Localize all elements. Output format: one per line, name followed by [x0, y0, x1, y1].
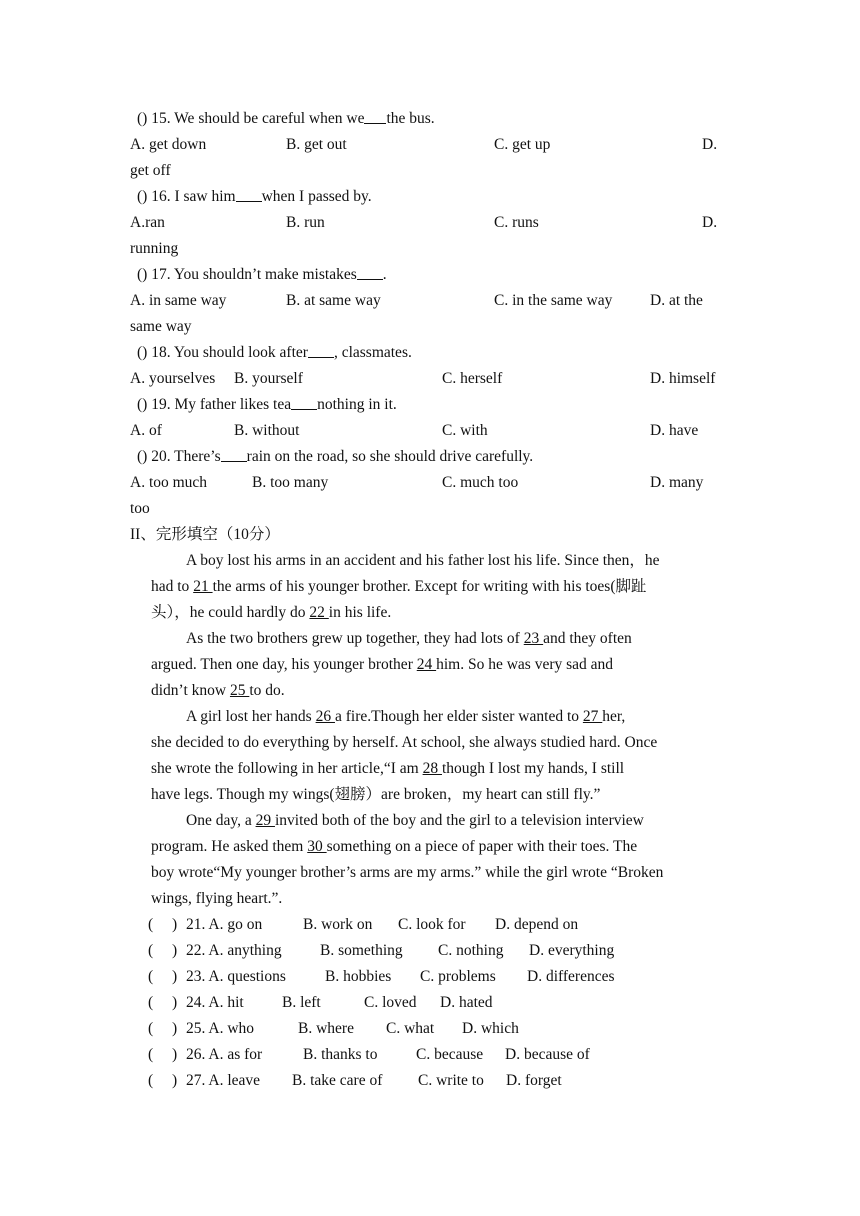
question-16: () 16. I saw him when I passed by.	[137, 188, 372, 205]
passage-line: had to 21 the arms of his younger brother. Except for writing with his toes(脚趾	[151, 578, 647, 595]
passage-line: A girl lost her hands 26 a fire.Though her elder sister wanted to 27 her,	[186, 708, 626, 725]
passage-line: program. He asked them 30 something on a piece of paper with their toes. The	[151, 838, 638, 855]
blank-28: 28	[422, 760, 442, 777]
passage-line: argued. Then one day, his younger brother 24 him. So he was very sad and	[151, 656, 614, 673]
passage-line: A boy lost his arms in an accident and his father lost his life. Since then，he	[186, 552, 660, 569]
passage-line: 头），he could hardly do 22 in his life.	[151, 604, 392, 621]
option-16-d-wrap: running	[130, 240, 179, 257]
blank-27: 27	[582, 708, 603, 725]
passage-line: she decided to do everything by herself. At school, she always studied hard. Once	[151, 734, 658, 751]
blank-21: 21	[193, 578, 213, 595]
answer-blank	[236, 187, 262, 202]
question-20: () 20. There’s rain on the road, so she should drive carefully.	[137, 448, 534, 465]
passage-line: As the two brothers grew up together, they had lots of 23 and they often	[186, 630, 632, 647]
section-heading: II、完形填空（10分）	[130, 526, 280, 543]
blank-24: 24	[416, 656, 437, 673]
option-15-d-wrap: get off	[130, 162, 171, 179]
passage-line: One day, a 29 invited both of the boy and the girl to a television interview	[186, 812, 644, 829]
answer-blank	[291, 395, 317, 410]
answer-blank	[364, 109, 386, 124]
question-17: () 17. You shouldn’t make mistakes .	[137, 266, 387, 283]
blank-23: 23	[523, 630, 544, 647]
passage-line: wings, flying heart.”.	[151, 890, 283, 907]
answer-blank	[357, 265, 383, 280]
answer-blank	[221, 447, 247, 462]
blank-22: 22	[309, 604, 329, 621]
blank-26: 26	[315, 708, 335, 725]
blank-25: 25	[229, 682, 250, 699]
question-15: () 15. We should be careful when we the bus.	[137, 110, 435, 127]
option-17-d-wrap: same way	[130, 318, 192, 335]
answer-blank	[308, 343, 334, 358]
passage-line: have legs. Though my wings(翅膀）are broken，my heart can still fly.”	[151, 786, 601, 803]
question-19: () 19. My father likes tea nothing in it.	[137, 396, 397, 413]
blank-30: 30	[307, 838, 327, 855]
blank-29: 29	[255, 812, 275, 829]
document-page: () 15. We should be careful when we the bus. A. get down B. get out C. get up D. get off () 16. I saw him when I passed by. A.ran B. run C. runs D. running () 17. You shouldn’t make mistakes . A. in same way B. at same way C. in the same way D. at the same way () 18. You should look after , classmates. A. yourselves B. yourself C. herself D. himself () 19. My father likes tea nothing in it. A. of B. without C. with D. have () 20. There’s rain on the road, so she should drive carefully. A. too much B. too many C. much too D. many too II、完形填空（10分） A boy lost his arms in an accident and his father lost his life. Since then，he had to 21 the arms of his younger brother. Except for writing with his toes(脚趾 头），he could hardly do 22 in his life. As the two brothers grew up together, they had lots of 23 and they often argued. Then one day, his younger brother 24 him. So he was very sad and didn’t know 25 to do. A girl lost her hands 26 a fire.Though her elder sister wanted to 27 her, she decided to do everything by herself. At school, she always studied hard. Once she wrote the following in her article,“I am 28 though I lost my hands, I still have legs. Though my wings(翅膀）are broken，my heart can still fly.” One day, a 29 invited both of the boy and the girl to a television interview program. He asked them 30 something on a piece of paper with their toes. The boy wrote“My younger brother’s arms are my arms.” while the girl wrote “Broken wings, flying heart.”. ( ) 21. A. go on B. work on C. look for D. depend on ( ) 22. A. anything B. something C. nothing D. everything ( ) 23. A. questions B. hobbies C. problems D. differences ( ) 24. A. hit B. left C. loved D. hated ( ) 25. A. who B. where C. what D. which ( ) 26. A. as for B. thanks to C. because D. because of ( ) 27. A. leave B. take care of C. write to D. forget	[130, 110, 718, 1089]
passage-line: boy wrote“My younger brother’s arms are my arms.” while the girl wrote “Broken	[151, 864, 664, 881]
question-18: () 18. You should look after , classmates.	[137, 344, 412, 361]
option-20-d-wrap: too	[130, 500, 150, 517]
passage-line: she wrote the following in her article,“I am 28 though I lost my hands, I still	[151, 760, 625, 777]
passage-line: didn’t know 25 to do.	[151, 682, 285, 699]
